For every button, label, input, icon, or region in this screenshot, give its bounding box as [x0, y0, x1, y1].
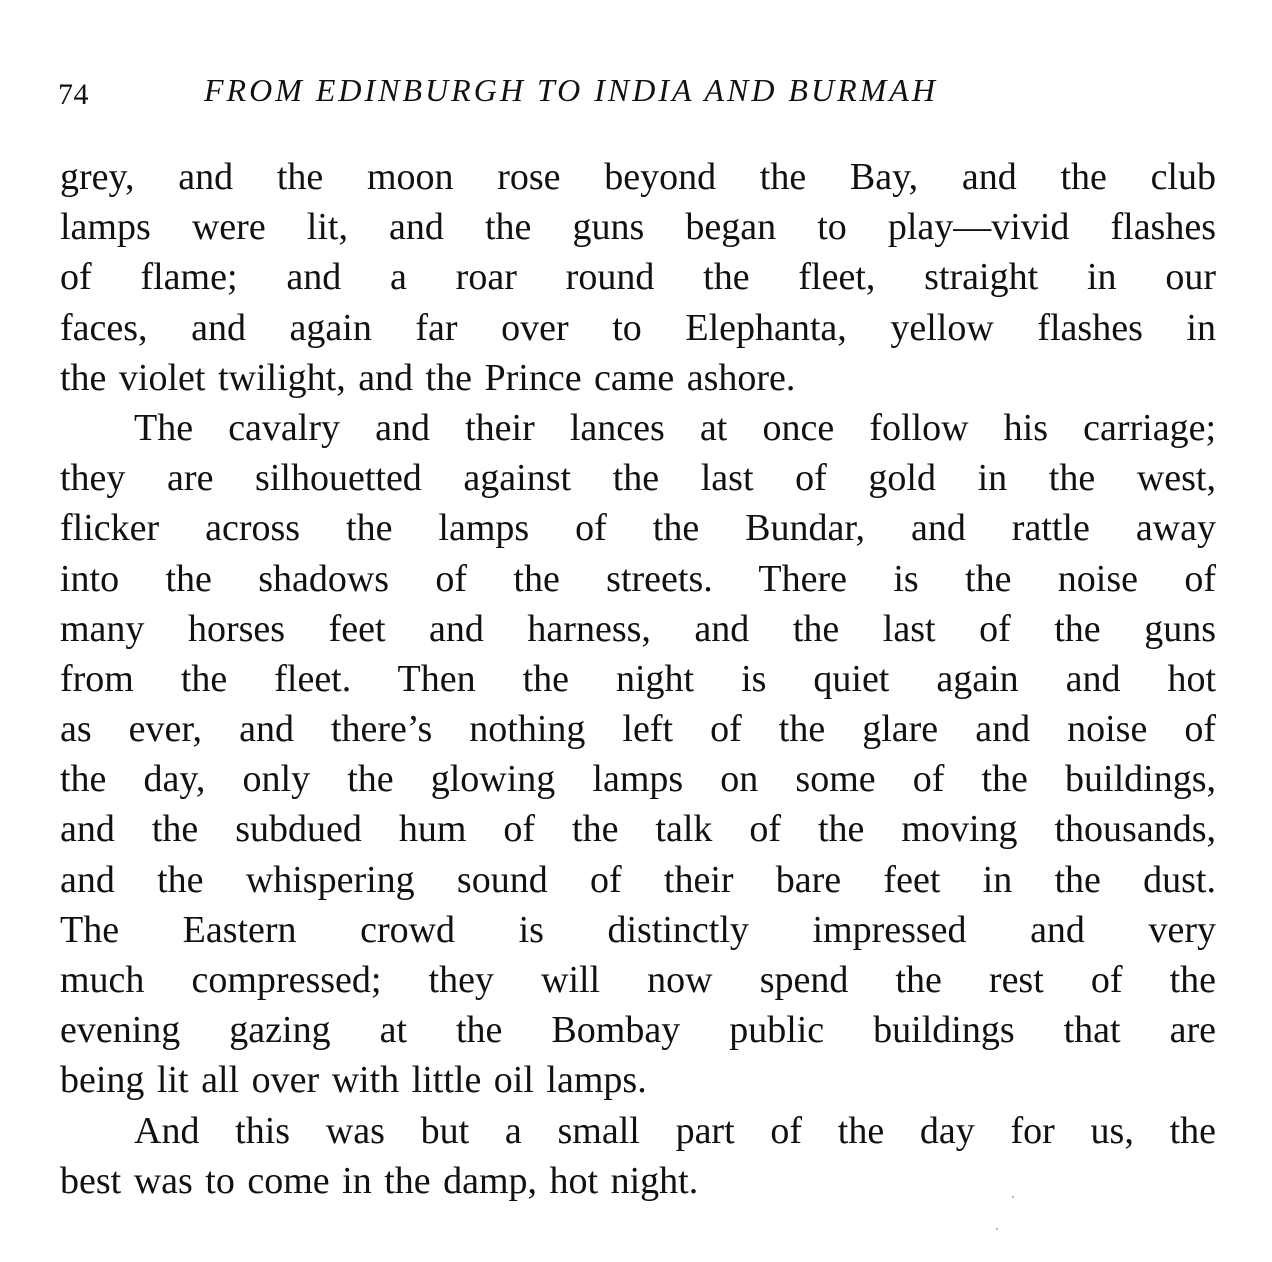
paragraph-first-line: And this was but a small part of the day for us, the	[134, 1109, 1216, 1152]
text-line: flicker across the lamps of the Bundar, and rattle away	[60, 507, 1216, 550]
running-head	[58, 72, 1218, 116]
text-line: evening gazing at the Bombay public buildings that are	[60, 1009, 1216, 1052]
text-line: lamps were lit, and the guns began to play—vivid flashes	[60, 206, 1216, 249]
text-line: they are silhouetted against the last of gold in the west,	[60, 457, 1216, 500]
text-line: from the fleet. Then the night is quiet again and hot	[60, 657, 1216, 700]
body-text	[60, 152, 1216, 1206]
text-line: the day, only the glowing lamps on some of the buildings,	[60, 758, 1216, 801]
print-speck	[1012, 1196, 1014, 1198]
page-number: 74	[58, 78, 89, 111]
paragraph-first-line: The cavalry and their lances at once follow his carriage;	[134, 406, 1216, 449]
running-title: FROM EDINBURGH TO INDIA AND BURMAH	[204, 72, 938, 108]
text-line: the violet twilight, and the Prince came ashore.	[60, 356, 796, 399]
text-line: many horses feet and harness, and the last of the guns	[60, 607, 1216, 650]
text-line: as ever, and there’s nothing left of the glare and noise of	[60, 708, 1216, 751]
print-speck	[996, 1228, 998, 1230]
text-line: and the whispering sound of their bare feet in the dust.	[60, 858, 1216, 901]
text-line: best was to come in the damp, hot night.	[60, 1159, 699, 1202]
text-line: faces, and again far over to Elephanta, yellow flashes in	[60, 306, 1216, 349]
text-line: grey, and the moon rose beyond the Bay, and the club	[60, 156, 1216, 198]
text-line: much compressed; they will now spend the rest of the	[60, 959, 1216, 1001]
text-line: being lit all over with little oil lamps.	[60, 1059, 647, 1102]
text-line: and the subdued hum of the talk of the moving thousands,	[60, 808, 1216, 851]
text-line: into the shadows of the streets. There is the noise of	[60, 557, 1216, 600]
text-line: The Eastern crowd is distinctly impressed and very	[60, 908, 1216, 951]
text-line: of flame; and a roar round the fleet, straight in our	[60, 256, 1216, 299]
